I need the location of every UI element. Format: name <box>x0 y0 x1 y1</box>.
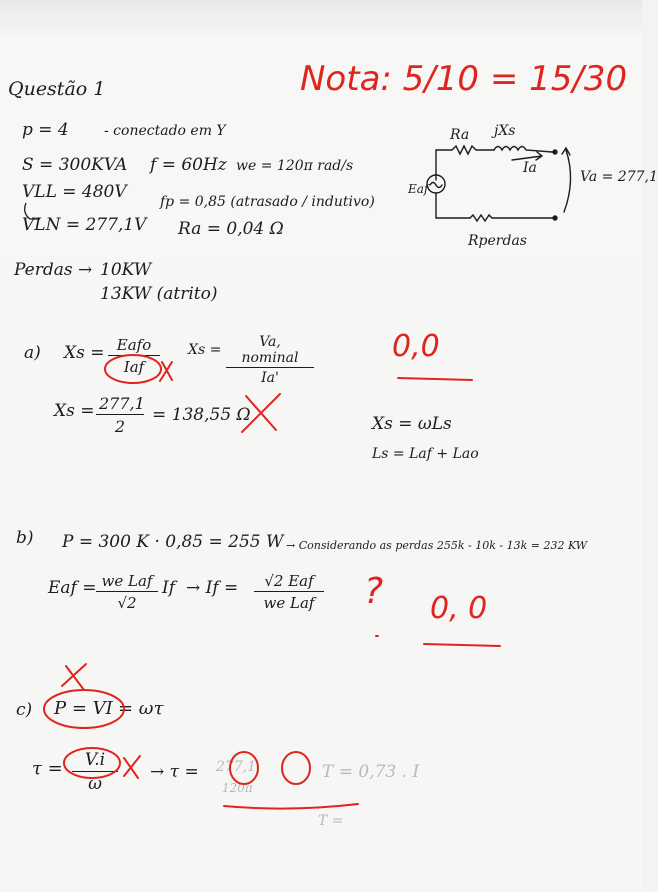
part-c-p-tail: = ωτ <box>118 698 164 719</box>
circuit-xs-inductor <box>494 147 552 153</box>
circuit-terminal-bottom <box>553 216 557 220</box>
part-a-f1-lhs: Xs = <box>64 343 105 363</box>
part-c-faint-3: T = 0,73 . I <box>322 762 420 782</box>
part-c-faint-1: 277,1 <box>216 759 257 775</box>
part-c-tau-lhs: τ = <box>32 758 63 779</box>
circuit-ra-resistor <box>452 146 494 154</box>
part-a-f2-lhs: Xs = <box>188 342 222 358</box>
part-b-question-mark: ? <box>364 571 384 612</box>
part-c-faint-2: 120π <box>222 781 253 795</box>
part-a-f2-den: Ia' <box>261 370 279 386</box>
circuit-ia-label: Ia <box>523 160 537 176</box>
part-a-label: a) <box>24 343 41 363</box>
part-c-tau-arrow: → τ = <box>150 762 199 782</box>
grade-note: Nota: 5/10 = 15/30 <box>300 59 628 99</box>
part-b-eaf-lhs: Eaf = <box>48 578 97 598</box>
circuit-rperdas-resistor <box>470 215 553 221</box>
circuit-ia-arrow <box>512 152 542 160</box>
part-c-tau-num: V.i <box>72 750 118 772</box>
frequency: f = 60Hz <box>150 155 227 175</box>
part-c-tau-den: ω <box>88 774 102 794</box>
part-c-circle-value-1 <box>230 752 258 784</box>
circuit-source-wave <box>430 183 442 188</box>
part-b-eaf-num: we Laf <box>96 572 158 592</box>
circuit-va-label: Va = 277,1 <box>580 169 658 185</box>
line-voltage: VLL = 480V <box>22 182 127 202</box>
part-c-label: c) <box>16 700 33 720</box>
part-b-losses-eq: → Considerando as perdas 255k - 10k - 13k = 232 KW <box>286 539 588 552</box>
grading-marks <box>44 355 500 809</box>
part-c-top-x <box>62 664 86 690</box>
part-c-faint-4: T = <box>318 813 344 829</box>
part-a-f1-num: Eafo <box>108 336 160 356</box>
hook-arrow <box>25 203 40 219</box>
part-b-if-lhs: → If = <box>186 578 239 598</box>
part-a-grade-underline <box>398 378 472 380</box>
loss-2: 13KW (atrito) <box>100 284 218 304</box>
circuit-top-wire <box>436 150 555 180</box>
part-a-f3-den: 2 <box>114 417 126 436</box>
connection: - conectado em Y <box>104 123 226 139</box>
circuit-diagram <box>427 146 571 221</box>
part-c-p-eq: P = VI <box>54 698 113 719</box>
part-b-grade-underline <box>424 644 500 646</box>
apparent-power: S = 300KVA <box>22 155 128 175</box>
part-a-result: = 138,55 Ω <box>152 405 251 425</box>
part-c-circle-p <box>44 690 124 728</box>
part-a-grade: 0,0 <box>392 329 440 364</box>
circuit-terminal-top <box>553 150 557 154</box>
part-a-big-x <box>242 394 280 432</box>
circuit-eaf-label: Eaf <box>408 182 429 196</box>
circuit-xs-label: jXs <box>494 123 516 139</box>
part-a-circle <box>105 355 161 383</box>
circuit-rperdas-label: Rperdas <box>468 233 527 249</box>
part-b-if-den: we Laf <box>263 594 315 612</box>
part-b-if-num: √2 Eaf <box>254 572 324 592</box>
phase-voltage: VLN = 277,1V <box>22 215 147 235</box>
angular-frequency: we = 120π rad/s <box>236 158 354 174</box>
part-a-f1-den: Iaf <box>123 358 145 376</box>
circuit-va-arrow <box>562 148 571 212</box>
question-title: Questão 1 <box>8 78 106 100</box>
losses-label: Perdas → <box>14 260 93 280</box>
part-b-label: b) <box>16 528 34 548</box>
poles: p = 4 <box>22 120 69 140</box>
part-a-f3-lhs: Xs = <box>54 401 95 421</box>
part-c-small-x <box>124 756 140 778</box>
part-a-ls-eq: Ls = Laf + Lao <box>372 446 479 462</box>
part-a-f3-num: 277,1 <box>96 394 144 415</box>
part-b-eaf-den: √2 <box>117 594 137 612</box>
part-c-circle-value-2 <box>282 752 310 784</box>
part-b-eaf-tail: If <box>162 578 176 598</box>
part-c-circle-vi <box>64 748 120 778</box>
part-c-underline <box>224 804 358 809</box>
part-a-f2-num: Va, nominal <box>226 334 314 368</box>
circuit-bottom-wire <box>436 193 470 218</box>
circuit-ra-label: Ra <box>450 127 470 143</box>
armature-resistance: Ra = 0,04 Ω <box>178 219 284 239</box>
part-a-small-x <box>160 362 172 381</box>
loss-1: 10KW <box>100 260 152 280</box>
part-a-xs-eq: Xs = ωLs <box>372 414 452 434</box>
power-factor: fp = 0,85 (atrasado / indutivo) <box>160 194 375 210</box>
part-b-grade: 0, 0 <box>430 591 488 626</box>
part-b-power-eq: P = 300 K · 0,85 = 255 W <box>62 532 284 552</box>
